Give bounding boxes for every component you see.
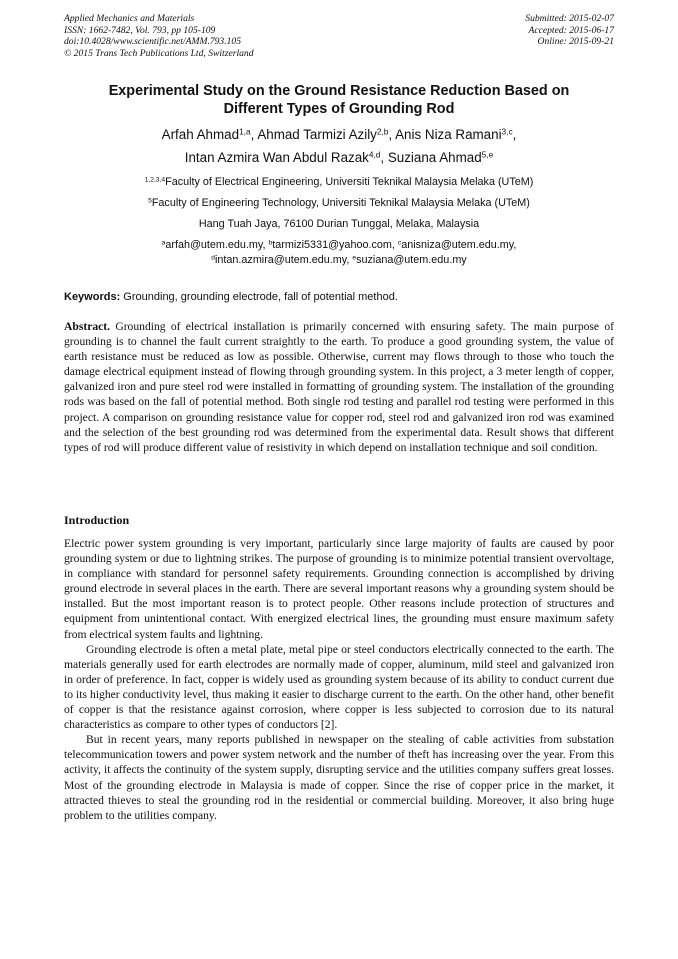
author-affiliation-mark: 4,d <box>368 149 381 160</box>
email-address: arfah@utem.edu.my, <box>165 239 269 251</box>
publication-info <box>64 13 254 59</box>
keywords-label: Keywords: <box>64 291 121 303</box>
section-heading-introduction: Introduction <box>64 513 130 527</box>
accepted-date: Accepted: 2015-06-17 <box>528 24 614 36</box>
affiliation-mark: 1,2,3,4 <box>144 176 166 184</box>
paper-title <box>64 82 614 118</box>
publication-dates <box>525 13 614 48</box>
author-name: Suziana Ahmad <box>387 150 482 165</box>
email-line-1 <box>64 238 614 253</box>
affiliation-text: Hang Tuah Jaya, 76100 Durian Tunggal, Melaka, Malaysia <box>198 218 480 230</box>
intro-paragraph-3: But in recent years, many reports published in newspaper on the stealing of cable activities from substation telecommunication towers and power system network and the number of theft has increasing over the year. From this activity, it affects the continuity of the system supply, disrupting service and the utilities company suffers great losses. Most of the grounding electrode in Malaysia is made of copper. Since the rise of copper price in the market, it attracted thieves to steal the grounding rod in the residential or commercial building. Moreover, it also bring huge problem to the utilities company. <box>64 733 614 822</box>
author-name: Anis Niza Ramani <box>395 127 502 142</box>
email-mark: e <box>352 253 357 261</box>
journal-name: Applied Mechanics and Materials <box>64 13 195 24</box>
abstract-paragraph <box>64 319 614 455</box>
author-affiliation-mark: 5,e <box>481 149 494 160</box>
email-mark: a <box>161 239 166 247</box>
copyright-line: © 2015 Trans Tech Publications Ltd, Switzerland <box>64 47 254 59</box>
affiliation-mark: 5 <box>148 197 152 205</box>
email-address: intan.azmira@utem.edu.my, <box>215 253 353 266</box>
author-affiliation-mark: 1,a <box>239 126 251 137</box>
abstract <box>64 319 614 455</box>
affiliation-2 <box>64 196 614 210</box>
email-mark: b <box>268 239 273 247</box>
author-line-1: Arfah Ahmad$^{1,a}$, Ahmad Tarmizi Azily$^{2,b}$, Anis Niza Ramani$^{3,c}$, <box>161 126 517 142</box>
email-mark: d <box>211 253 215 261</box>
email-address: anisniza@utem.edu.my, <box>401 239 517 251</box>
doi-line: doi:10.4028/www.scientific.net/AMM.793.105 <box>64 36 242 47</box>
keywords-text: Grounding, grounding electrode, fall of potential method. <box>120 291 398 303</box>
abstract-label: Abstract. <box>64 320 111 333</box>
affiliation-text: Faculty of Electrical Engineering, Universiti Teknikal Malaysia Melaka (UTeM) <box>165 176 534 188</box>
title-line-2: Different Types of Grounding Rod <box>223 101 455 117</box>
affiliation-text: Faculty of Engineering Technology, Universiti Teknikal Malaysia Melaka (UTeM) <box>151 197 530 209</box>
email-mark: c <box>397 239 402 247</box>
author-list <box>64 123 614 169</box>
online-date: Online: 2015-09-21 <box>537 36 614 47</box>
abstract-text: Grounding of electrical installation is primarily concerned with ensuring safety. The main purpose of grounding is to channel the fault current straightly to the earth. To produce a good grounding system, the value of earth resistance must be reduced as low as possible. Otherwise, current may flows through to those who touch the damage electrical equipment instead of flowing through grounding system. In this project, a 3 meter length of copper, galvanized iron and pure steel rod were installed in formatting of grounding system. The installation of the grounding rods was based on the fall of potential method. Both single rod testing and parallel rod testing were performed in this project. A comparison on grounding resistance value for copper rod, steel rod and galvanized iron rod was examined and the selection of the best grounding rod was determined from the experimental data. Result shows that different types of rod will produce different value of resistivity in which depend on installation technique and soil condition. <box>64 320 614 454</box>
affiliation-address <box>64 217 614 231</box>
keywords <box>64 290 614 304</box>
author-affiliation-mark: 3,c <box>501 126 513 137</box>
author-name: Ahmad Tarmizi Azily <box>257 127 377 142</box>
author-name: Intan Azmira Wan Abdul Razak <box>184 150 369 165</box>
email-line-2 <box>64 253 614 268</box>
author-line-2: Intan Azmira Wan Abdul Razak$^{4,d}$, Suziana Ahmad$^{5,e}$ <box>184 149 494 165</box>
issn-line: ISSN: 1662-7482, Vol. 793, pp 105-109 <box>64 24 216 36</box>
author-name: Arfah Ahmad <box>161 127 240 142</box>
author-affiliation-mark: 2,b <box>376 126 389 137</box>
email-address: tarmizi5331@yahoo.com, <box>272 239 398 251</box>
submitted-date: Submitted: 2015-02-07 <box>525 13 614 24</box>
email-address: suziana@utem.edu.my <box>356 253 467 266</box>
author-emails <box>64 238 614 267</box>
introduction-body <box>64 536 614 823</box>
title-line-1: Experimental Study on the Ground Resistance Reduction Based on <box>108 83 570 99</box>
intro-paragraph-2: Grounding electrode is often a metal plate, metal pipe or steel conductors electrically connected to the earth. The materials generally used for earth electrodes are normally made of copper, aluminum, mild steel and galvanized iron in order of preference. In fact, copper is widely used as grounding system because of its ability to conduct current due to its higher conductivity level, thus making it easier to discharge current to the earth. On the other hand, other benefit of copper is that the resistance against corrosion, where copper is less subjected to corrosion due to its natural characteristics as compare to other types of conductors [2]. <box>64 642 614 732</box>
affiliation-1 <box>64 175 614 189</box>
intro-paragraph-1: Electric power system grounding is very important, particularly since large majority of faults are caused by poor grounding system or due to lightning strikes. The purpose of grounding is to minimize potential transient overvoltage, in compliance with standard for personnel safety requirements. Grounding connection is accomplished by driving ground electrode in several places in the earth. There are several important reasons why a grounding system should be installed. But the most important reason is to protect people. Other reasons include protection of structures and equipment from unintentional contact. With energized electrical lines, the grounding must ensure maximum safety from electrical system faults and lightning. <box>64 537 614 641</box>
